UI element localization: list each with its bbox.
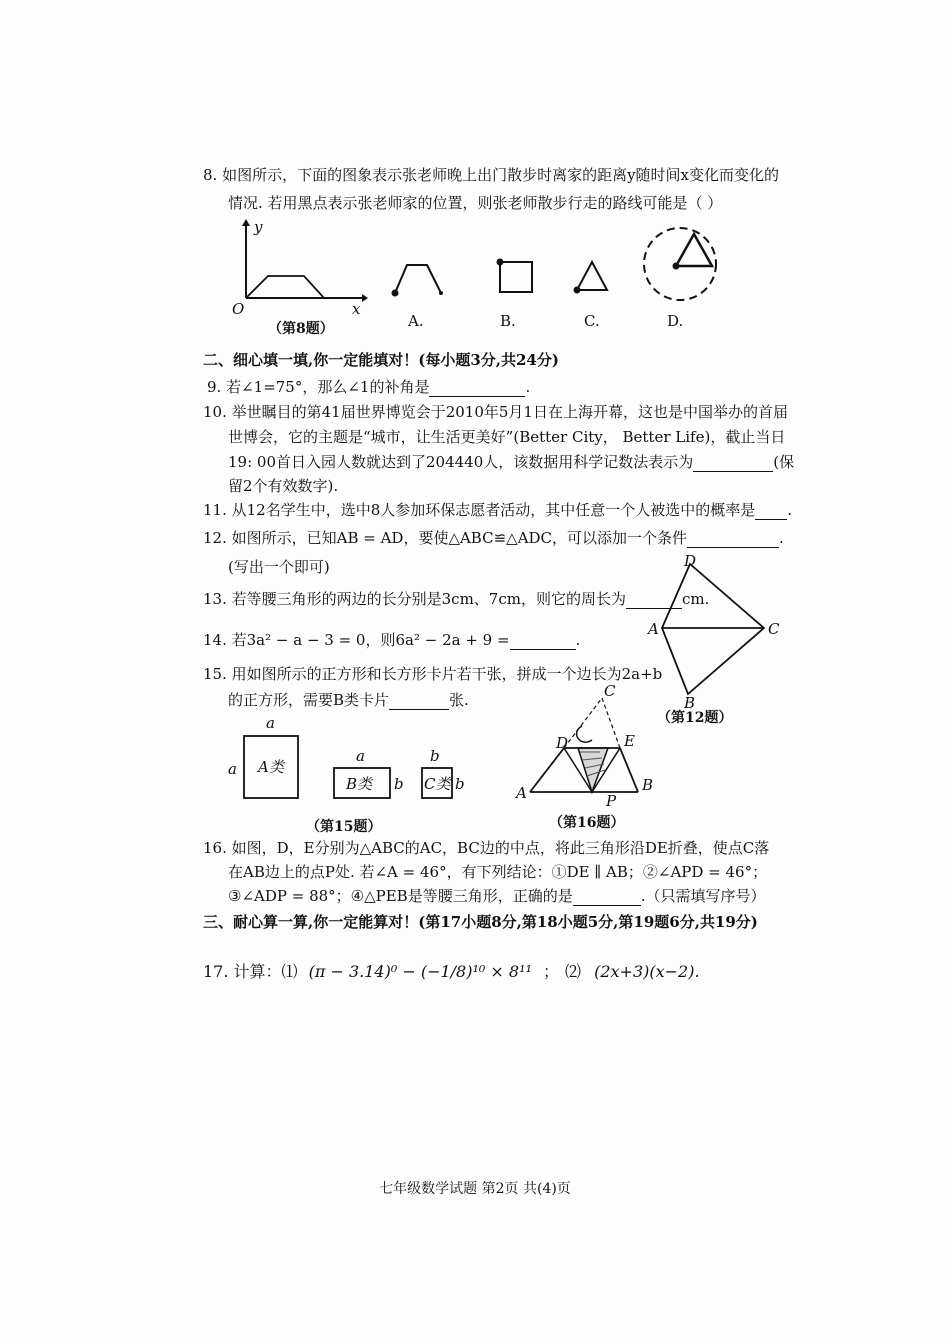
q8-option-b-path xyxy=(492,255,542,300)
q12-note: (写出一个即可) xyxy=(228,558,330,576)
q17-part2 xyxy=(565,962,700,982)
q16-line3 xyxy=(228,886,766,906)
q12-label-d: D xyxy=(684,552,697,570)
q16-label-c: C xyxy=(604,682,616,700)
q14-text: 14. 若3a² − a − 3 = 0，则6a² − 2a + 9 = xyxy=(203,631,510,649)
q8-option-c-path xyxy=(572,258,612,298)
q10-line3-end: (保 xyxy=(773,453,795,471)
q8-option-a-path xyxy=(385,255,450,300)
q10-line4: 留2个有效数字). xyxy=(228,477,339,495)
q10-answer-blank[interactable] xyxy=(693,455,773,472)
q16-label-e: E xyxy=(624,732,635,750)
q16-label-a: A xyxy=(516,784,527,802)
q10-line3 xyxy=(228,452,794,472)
graph-x-label: x xyxy=(352,300,361,318)
q12-label-a: A xyxy=(648,620,659,638)
q15-line2-text: 的正方形，需要B类卡片 xyxy=(228,691,390,709)
q14-end: . xyxy=(575,631,581,649)
q11-text: 11. 从12名学生中，选中8人参加环保志愿者活动，其中任意一个人被选中的概率是 xyxy=(203,501,756,519)
q10-line1: 10. 举世瞩目的第41届世界博览会于2010年5月1日在上海开幕，这也是中国举办的首届 xyxy=(203,403,788,421)
q9-text: 9. 若∠1=75°，那么∠1的补角是 xyxy=(207,378,430,396)
q16-caption: （第16题） xyxy=(549,815,625,831)
card-a-top-side: a xyxy=(266,714,275,732)
q13-end: cm. xyxy=(681,590,710,608)
q12-label-b: B xyxy=(684,694,696,712)
q12-end: . xyxy=(779,529,784,547)
q16-line2: 在AB边上的点P处. 若∠A = 46°，有下列结论：①DE ∥ AB；②∠APD = 46°； xyxy=(228,863,768,881)
card-b-top-side: a xyxy=(356,747,365,765)
graph-y-label: y xyxy=(254,218,263,236)
q8-option-b: B. xyxy=(500,312,516,330)
q8-option-a: A. xyxy=(408,312,424,330)
q8-caption: （第8题） xyxy=(268,321,334,337)
q16-folded-triangle-figure xyxy=(510,682,660,812)
card-b-label: B类 xyxy=(346,775,373,793)
page-footer: 七年级数学试题 第2页 共(4)页 xyxy=(379,1181,571,1197)
q13-text: 13. 若等腰三角形的两边的长分别是3cm、7cm，则它的周长为 xyxy=(203,590,626,608)
q8-option-d-path xyxy=(640,222,720,307)
q12-text: 12. 如图所示，已知AB = AD，要使△ABC≌△ADC，可以添加一个条件 xyxy=(203,529,688,547)
card-c-label: C类 xyxy=(424,775,451,793)
q17-label: 17. 计算：⑴ xyxy=(203,962,298,981)
q16-line3-text: ③∠ADP = 88°；④△PEB是等腰三角形，正确的是 xyxy=(228,887,573,905)
card-c-top-side: b xyxy=(430,747,440,765)
q10-line2: 世博会，它的主题是“城市，让生活更美好”(Better City， Better Life)，截止当日 xyxy=(228,428,786,446)
q16-label-d: D xyxy=(556,734,569,752)
q16-label-b: B xyxy=(642,776,654,794)
q8-distance-time-graph xyxy=(222,218,367,323)
q8-option-d: D. xyxy=(667,312,684,330)
q10-line3-text: 19: 00首日入园人数就达到了204440人，该数据用科学记数法表示为 xyxy=(228,453,694,471)
q12-caption: （第12题） xyxy=(657,710,733,726)
q16-answer-blank[interactable] xyxy=(573,889,641,906)
q13-answer-blank[interactable] xyxy=(626,592,682,609)
q17-label-2: ⑵ xyxy=(565,962,582,981)
q9-answer-blank[interactable] xyxy=(429,380,525,397)
q12 xyxy=(203,528,784,548)
section2-heading: 二、细心填一填,你一定能填对！(每小题3分,共24分) xyxy=(203,351,559,369)
card-b-right-side: b xyxy=(394,775,404,793)
graph-origin-label: O xyxy=(232,300,245,318)
q12-label-c: C xyxy=(768,620,780,638)
q8-line2: 情况. 若用黑点表示张老师家的位置，则张老师散步行走的路线可能是（ ） xyxy=(228,194,723,212)
q16-label-p: P xyxy=(606,792,617,810)
card-c-right-side: b xyxy=(455,775,465,793)
section3-heading: 三、耐心算一算,你一定能算对！(第17小题8分,第18小题5分,第19题6分,共19分) xyxy=(203,913,758,931)
q12-quadrilateral-figure xyxy=(640,552,790,712)
q15-line1: 15. 用如图所示的正方形和长方形卡片若干张，拼成一个边长为2a+b xyxy=(203,665,663,683)
q16-line1: 16. 如图，D，E分别为△ABC的AC，BC边的中点，将此三角形沿DE折叠，使点C落 xyxy=(203,839,770,857)
card-a-label: A类 xyxy=(258,758,284,776)
q9 xyxy=(207,377,530,397)
q15-caption: （第15题） xyxy=(306,819,382,835)
q17-expression-2: (2x+3)(x−2). xyxy=(594,962,700,981)
q17-expression-1: (π − 3.14)⁰ − (−1/8)¹⁰ × 8¹¹ xyxy=(308,962,532,981)
q15-line2-end: 张. xyxy=(449,691,469,709)
q17-separator: ； xyxy=(542,962,559,981)
q15-cards-figure xyxy=(222,712,482,812)
q11-end: . xyxy=(787,501,793,519)
q17 xyxy=(203,962,559,982)
card-a-left-side: a xyxy=(228,760,237,778)
q13 xyxy=(203,589,709,609)
q9-end: . xyxy=(525,378,531,396)
q11 xyxy=(203,500,792,520)
q15-line2 xyxy=(228,690,469,710)
q14-answer-blank[interactable] xyxy=(510,633,576,650)
q8-line1: 8. 如图所示，下面的图象表示张老师晚上出门散步时离家的距离y随时间x变化而变化的 xyxy=(203,166,780,184)
q14 xyxy=(203,630,580,650)
q15-answer-blank[interactable] xyxy=(389,693,449,710)
q16-line3-end: .（只需填写序号） xyxy=(640,887,766,905)
q11-answer-blank[interactable] xyxy=(755,503,787,520)
q8-option-c: C. xyxy=(584,312,600,330)
q12-answer-blank[interactable] xyxy=(687,531,779,548)
